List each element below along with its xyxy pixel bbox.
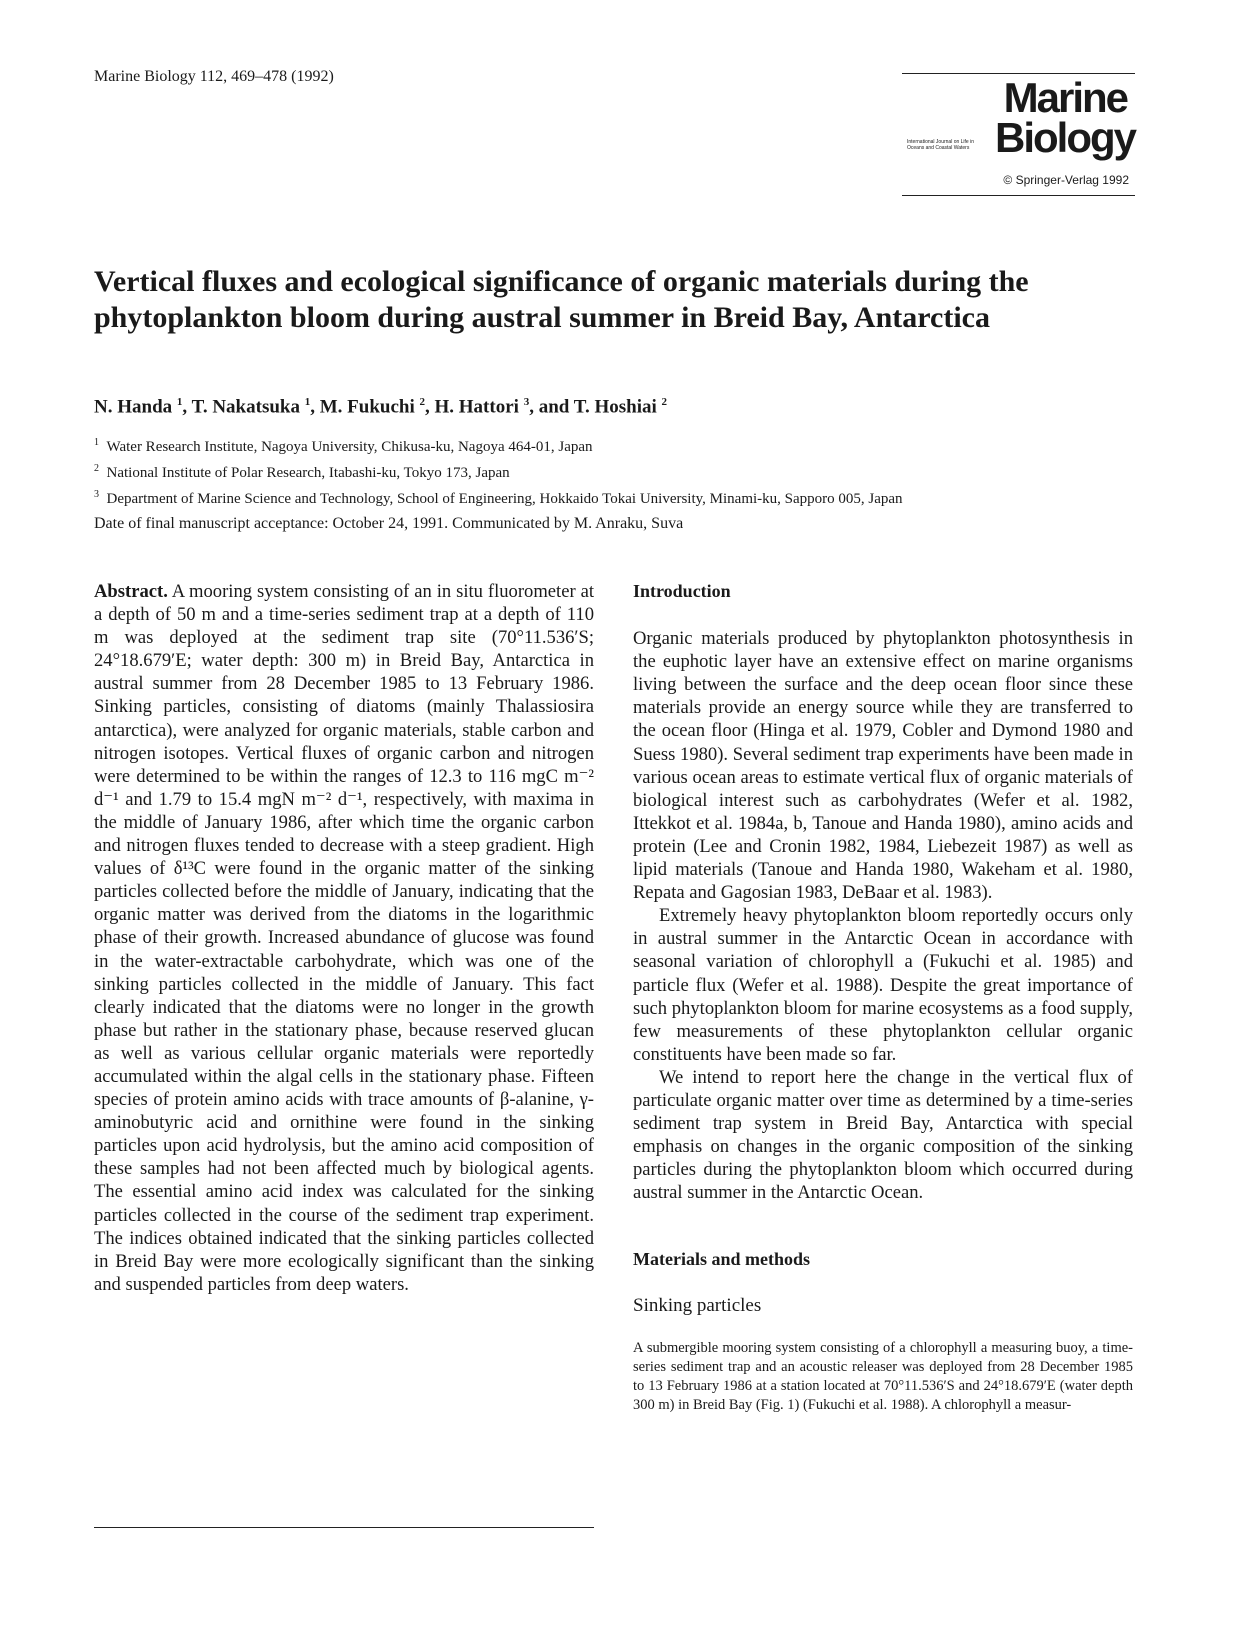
intro-paragraph: We intend to report here the change in the vertical flux of particulate organic matter over time as determined by a time-series sediment trap system in Breid Bay, Antarctica with special emphasis on changes in the organic composition of the sinking particles during the phytoplankton bloom which occurred during austral summer in the Antarctic Ocean. [633, 1066, 1133, 1204]
affiliation-number: 1 [94, 437, 99, 448]
footnote-rule [94, 1527, 594, 1528]
affiliation-item [94, 432, 1154, 458]
author-name: M. Fukuchi [319, 396, 415, 418]
affiliation-text: Department of Marine Science and Technology, School of Engineering, Hokkaido Tokai University, Minami-ku, Sapporo 005, Japan [106, 491, 903, 507]
author-affiliation-mark: 2 [661, 396, 668, 408]
author-affiliation-mark: 1 [304, 396, 311, 408]
author-name: T. Nakatsuka [191, 396, 300, 418]
abstract-label: Abstract. [94, 581, 168, 602]
methods-paragraph: A submergible mooring system consisting of a chlorophyll a measuring buoy, a time-series sediment trap and an acoustic releaser was deployed from 28 December 1985 to 13 February 1986 at a station located at 70°11.536′S and 24°18.679′E (water depth 300 m) in Breid Bay (Fig. 1) (Fukuchi et al. 1988). A chlorophyll a measur- [633, 1339, 1133, 1413]
methods-subheading: Sinking particles [633, 1294, 762, 1316]
affiliation-item [94, 458, 1154, 484]
author-name: T. Hoshiai [573, 396, 657, 418]
affiliation-text: National Institute of Polar Research, Itabashi-ku, Tokyo 173, Japan [106, 465, 510, 481]
article-title: Vertical fluxes and ecological significance of organic materials during the phytoplankton bloom during austral summer in Breid Bay, Antarctica [94, 265, 1029, 334]
copyright-notice: © Springer-Verlag 1992 [1003, 173, 1129, 187]
abstract [94, 580, 594, 1296]
author-name: H. Hattori [434, 396, 519, 418]
journal-citation: Marine Biology 112, 469–478 (1992) [94, 68, 334, 85]
logo-word-marine: Marine [1003, 74, 1127, 121]
intro-paragraph: Extremely heavy phytoplankton bloom reportedly occurs only in austral summer in the Antarctic Ocean in accordance with seasonal variation of chlorophyll a (Fukuchi et al. 1985) and particle flux (Wefer et al. 1988). Despite the great importance of such phytoplankton bloom for marine ecosystems as a food supply, few measurements of these phytoplankton cellular organic constituents have been made so far. [633, 905, 1133, 1065]
abstract-text: A mooring system consisting of an in situ fluorometer at a depth of 50 m and a time-series sediment trap at a depth of 110 m was deployed at the sediment trap site (70°11.536′S; 24°18.679′E; water depth: 300 m) in Breid Bay, Antarctica in austral summer from 28 December 1985 to 13 February 1986. Sinking particles, consisting of diatoms (mainly Thalassiosira antarctica), were analyzed for organic materials, stable carbon and nitrogen isotopes. Vertical fluxes of organic carbon and nitrogen were determined to be within the ranges of 12.3 to 116 mgC m⁻² d⁻¹ and 1.79 to 15.4 mgN m⁻² d⁻¹, respectively, with maxima in the middle of January 1986, after which time the organic carbon and nitrogen fluxes tended to decrease with a steep gradient. High values of δ¹³C were found in the organic matter of the sinking particles collected before the middle of January, indicating that the organic matter was derived from the diatoms in the logarithmic phase of their growth. Increased abundance of glucose was found in the water-extractable carbohydrate, which was one of the sinking particles collected in the middle of January. This fact clearly indicated that the diatoms were no longer in the growth phase but rather in the stationary phase, because reserved glucan as well as various cellular organic materials were reportedly accumulated within the algal cells in the stationary phase. Fifteen species of protein amino acids with trace amounts of β-alanine, γ-aminobutyric acid and ornithine were found in the sinking particles upon acid hydrolysis, but the amino acid composition of these samples had not been affected much by biological agents. The essential amino acid index was calculated for the sinking particles collected in the course of the sediment trap experiment. The indices obtained indicated that the sinking particles collected in Breid Bay were more ecologically significant than the sinking and suspended particles from deep waters. [94, 581, 594, 1295]
introduction-heading: Introduction [633, 581, 731, 601]
author-affiliation-mark: 3 [523, 396, 530, 408]
affiliation-item [94, 484, 1154, 510]
affiliation-list [94, 432, 1154, 510]
acceptance-date: Date of final manuscript acceptance: October 24, 1991. Communicated by M. Anraku, Suva [94, 515, 684, 532]
intro-paragraph: Organic materials produced by phytoplankton photosynthesis in the euphotic layer have an extensive effect on marine organisms living between the surface and the deep ocean floor since these materials provide an energy source while they are transferred to the ocean floor (Hinga et al. 1979, Cobler and Dymond 1980 and Suess 1980). Several sediment trap experiments have been made in various ocean areas to estimate vertical flux of organic materials of biological interest such as carbohydrates (Wefer et al. 1982, Ittekkot et al. 1984a, b, Tanoue and Handa 1980), amino acids and protein (Lee and Cronin 1982, 1984, Liebezeit 1987) as well as lipid materials (Tanoue and Handa 1980, Wakeham et al. 1980, Repata and Gagosian 1983, DeBaar et al. 1983). [633, 628, 1133, 904]
logo-tagline: International Journal on Life in Oceans and Coastal Waters [907, 139, 974, 151]
affiliation-number: 2 [94, 463, 99, 474]
right-column [633, 580, 1133, 1415]
author-name: N. Handa [94, 396, 173, 418]
affiliation-text: Water Research Institute, Nagoya University, Chikusa-ku, Nagoya 464-01, Japan [106, 439, 593, 455]
left-column [94, 580, 594, 1296]
author-list: N. Handa $^1$, T. Nakatsuka $^1$, M. Fukuchi $^2$, H. Hattori $^3$, and T. Hoshiai $^2$ [94, 396, 668, 418]
affiliation-number: 3 [94, 489, 99, 500]
methods-heading: Materials and methods [633, 1249, 810, 1270]
logo-word-biology: Biology [995, 114, 1135, 161]
author-affiliation-mark: 1 [176, 396, 183, 408]
logo-bottom-rule [902, 195, 1135, 196]
author-affiliation-mark: 2 [419, 396, 425, 408]
journal-logo [902, 73, 1135, 207]
